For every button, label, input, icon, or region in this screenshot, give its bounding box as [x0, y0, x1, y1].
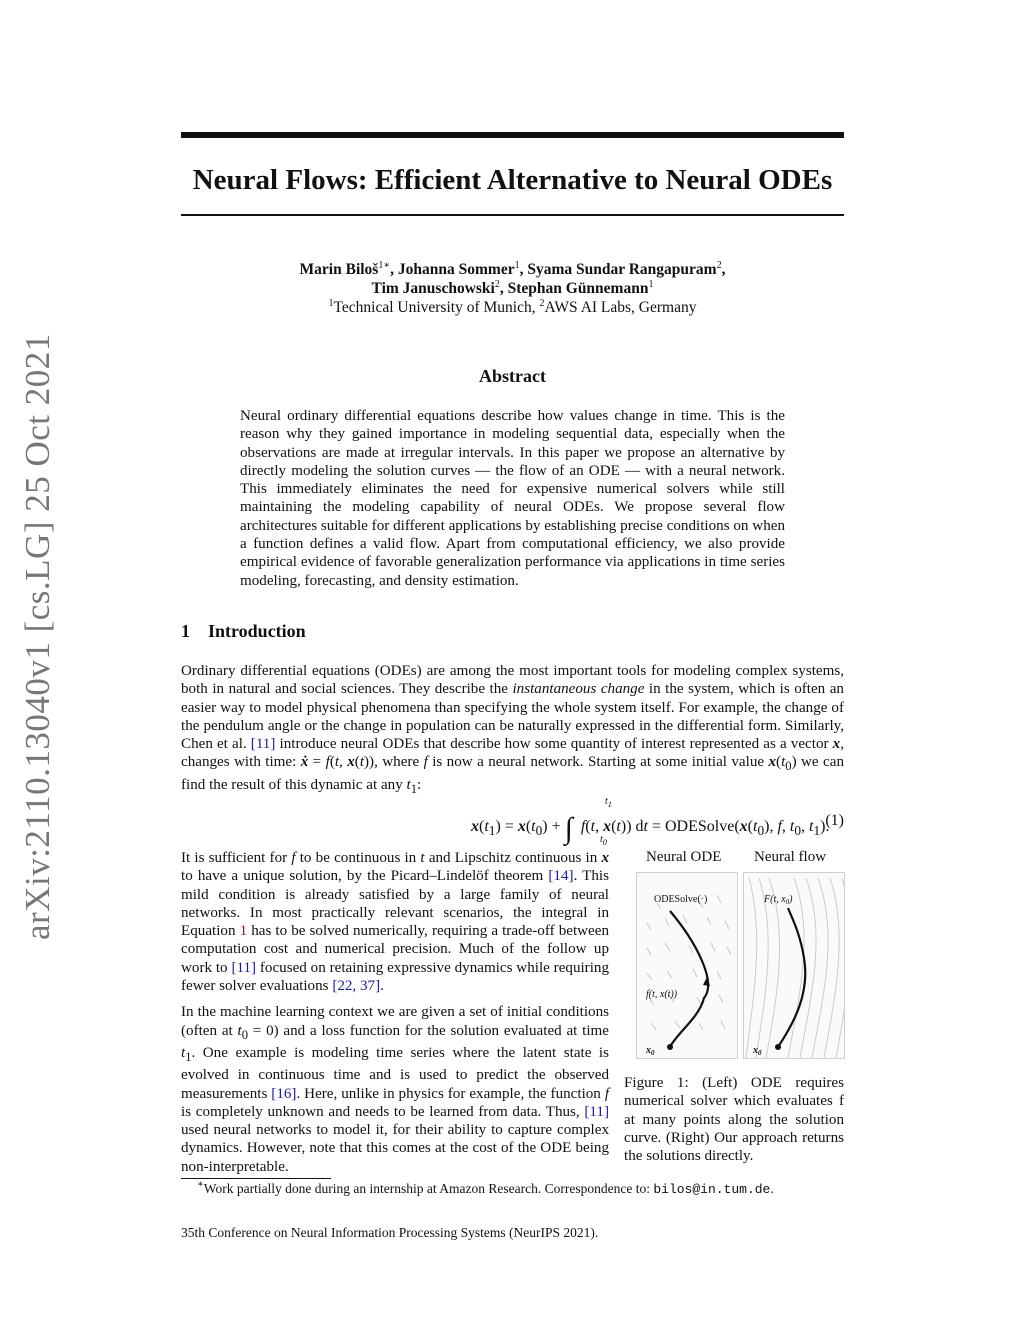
- title-top-rule: [181, 132, 844, 138]
- author-line-1: Marin Biloš$^{1∗}$, Johanna Sommer$^1$, Syama Sundar Rangapuram$^2$,: [299, 260, 726, 278]
- svg-text:f(t, x(t)): f(t, x(t)): [646, 989, 678, 1000]
- equation-body: $x(t_1) = x(t_0)$ + ∫ f(t, x(t)) dt = $ODESolve(x(t_0)$, f, $t_0$, $t_1$).: [471, 812, 830, 845]
- title-bottom-rule: [181, 214, 844, 216]
- affiliations: $^1$Technical University of Munich, $^2$AWS AI Labs, Germany: [328, 298, 697, 316]
- figure-panel-neural-flow: [743, 872, 845, 1059]
- flow-curves: [746, 878, 844, 1058]
- vector-field: [647, 895, 731, 1030]
- equation-ref-link[interactable]: 1: [239, 923, 248, 940]
- abstract-text: Neural ordinary differential equations describe how values change in time. This is the reason why they gained importance in modeling sequential data, especially when the observations are made at irregular intervals. In this paper we propose an alternative by directly modeling the solution curves — the flow of an ODE — with a neural network. This immediately eliminates the need for expensive numerical solvers while still maintaining the modeling capability of neural ODEs. We propose several flow architectures suitable for different applications by establishing precise conditions on when a function defines a valid flow. Apart from computational efficiency, we also provide empirical evidence of favorable generalization performance via applications in time series modeling, forecasting, and density estimation.: [240, 408, 785, 589]
- initial-point-marker: [667, 1044, 673, 1050]
- svg-text:ODESolve(·): ODESolve(·): [654, 894, 708, 905]
- equation-1: $x(t_1) = x(t_0)$ + ∫ f(t, x(t)) dt = $ODESolve(x(t_0)$, f, $t_0$, $t_1$). $t_1$ $t_0$ (1): [471, 796, 844, 847]
- author-gunnemann: Stephan Günnemann: [507, 280, 649, 297]
- svg-text:F(t, x0): F(t, $x_0$): [764, 894, 793, 906]
- paper-title: Neural Flows: Efficient Alternative to Neural ODEs: [192, 164, 833, 196]
- author-januschowski: Tim Januschowski: [371, 280, 495, 297]
- left-column-text: [181, 849, 609, 1184]
- figure-caption: Figure 1: (Left) ODE requires numerical solver which evaluates f at many points along the solution curve. (Right) Our approach returns the solutions directly.: [624, 1075, 844, 1165]
- neural-flow-plot: [744, 873, 844, 1058]
- affiliation-tum: Technical University of Munich,: [333, 299, 536, 316]
- citation-link[interactable]: [11]: [250, 736, 276, 753]
- figure-label-neural-ode: Neural ODE: [646, 849, 722, 865]
- arxiv-stamp: arXiv:2110.13040v1 [cs.LG] 25 Oct 2021: [18, 333, 57, 940]
- neural-ode-plot: [637, 873, 737, 1058]
- section-heading-introduction: 1 Introduction: [181, 621, 306, 641]
- citation-link[interactable]: [11]: [584, 1103, 609, 1120]
- citation-link[interactable]: [16]: [271, 1085, 297, 1102]
- figure-panel-neural-ode: [636, 872, 738, 1059]
- svg-text:x0: $x_0$: [753, 1045, 762, 1057]
- paragraph-ml-context: In the machine learning context we are given a set of initial conditions (often at $t_0 = 0$) and a loss function for the solution evaluated at time $t_1$. One example is modeling time series where the latent state is evolved in continuous time and is used to predict the observed measurements [16]. Here, unlike in physics for example, the function f is completely unknown and needs to be learned from data. Thus, [11] used neural networks to model it, for their ability to capture complex dynamics. However, note that this comes at the cost of the ODE being non-interpretable.: [181, 1004, 610, 1175]
- equation-number: (1): [825, 812, 844, 829]
- paragraph-lipschitz: It is sufficient for f to be continuous in t and Lipschitz continuous in x to have a unique solution, by the Picard–Lindelöf theorem [14]. This mild condition is already satisfied by a large family of neural networks. In most practically relevant scenarios, the integral in Equation 1 has to be solved numerically, requiring a trade-off between computation cost and numerical precision. Much of the follow up work to [11] focused on retaining expressive dynamics while requiring fewer solver evaluations [22, 37].: [181, 850, 610, 995]
- conference-note: 35th Conference on Neural Information Processing Systems (NeurIPS 2021).: [181, 1225, 599, 1240]
- citation-link[interactable]: [22, 37]: [332, 978, 381, 995]
- email-link[interactable]: bilos@in.tum.de: [653, 1182, 771, 1197]
- author-block: [181, 260, 844, 317]
- author-bilos: Marin Biloš: [299, 261, 379, 278]
- author-sommer: Johanna Sommer: [397, 261, 515, 278]
- citation-link[interactable]: [11]: [231, 959, 257, 976]
- footnote: ∗Work partially done during an internship at Amazon Research. Correspondence to: bilos@in.tum.de.: [197, 1179, 774, 1197]
- intro-paragraph: Ordinary differential equations (ODEs) are among the most important tools for modeling complex systems, both in natural and social sciences. They describe the instantaneous change in the system, which is often an easier way to model physical phenomena than specifying the whole system itself. For example, the change of the pendulum angle or the change in population can be naturally expressed in the differential form. Similarly, Chen et al. [11] introduce neural ODEs that describe how some quantity of interest represented as a vector x, changes with time: ẋ = f(t, x(t)), where f is now a neural network. Starting at some initial value $x(t_0)$ we can find the result of this dynamic at any $t_1$:: [181, 663, 844, 796]
- svg-text:x0: $x_0$: [646, 1045, 655, 1057]
- affiliation-aws: AWS AI Labs, Germany: [544, 299, 697, 316]
- author-line-2: Tim Januschowski$^2$, Stephan Günnemann$^1$: [371, 279, 654, 297]
- author-rangapuram: Syama Sundar Rangapuram: [527, 261, 717, 278]
- citation-link[interactable]: [14]: [548, 868, 574, 885]
- initial-point-marker: [775, 1044, 781, 1050]
- figure-label-neural-flow: Neural flow: [754, 849, 827, 865]
- abstract-heading: Abstract: [479, 366, 546, 386]
- solution-curve: [670, 911, 708, 1047]
